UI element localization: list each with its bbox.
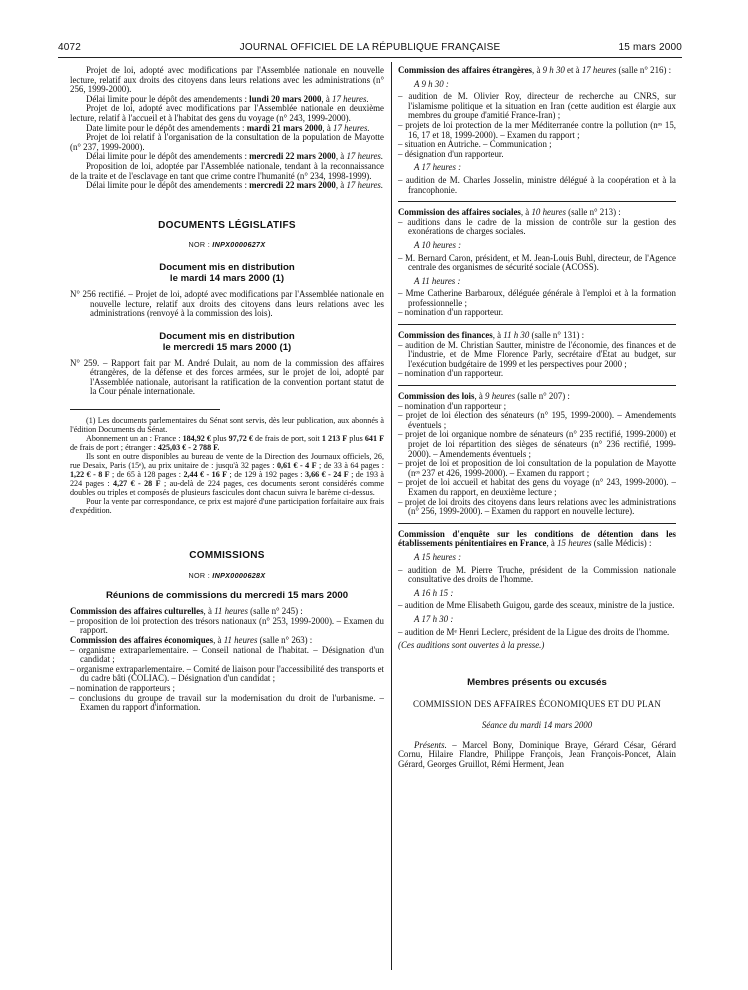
agenda-item: – nomination de rapporteurs ; bbox=[70, 683, 175, 693]
agenda-item: – Mme Catherine Barbaroux, déléguée générale à l'emploi et à la formation professionnelle ; bbox=[398, 288, 676, 308]
commission-heading: Commission des affaires sociales, à 10 heures (salle n° 213) : bbox=[398, 207, 621, 218]
right-column bbox=[398, 66, 676, 770]
footnote-prices: Ils sont en outre disponibles au bureau de vente de la Direction des Journaux officiels, 26, rue Desaix, Paris (15ᵉ), au prix unitaire de : jusqu'à 32 pages : 0,61 € - 4 F ; de 33 à 64 pages : 1,22 € - 8 F ; de 65 à 128 pages : 2,44 € - 16 F ; de 129 à 192 pages : 3,66 € - 24 F ; de 193 à 224 pages : 4,27 € - 28 F ; au-delà de 224 pages, ces documents seront considérés comme doubles ou triples et composés de plusieurs fascicules dont chacun suivra le barème ci-dessus. bbox=[70, 452, 385, 498]
documents-section-title: DOCUMENTS LÉGISLATIFS bbox=[158, 219, 296, 231]
commission-heading: Commission des affaires étrangères, à 9 h 30 et à 17 heures (salle n° 216) : bbox=[398, 65, 672, 75]
commission-lois bbox=[398, 392, 676, 517]
commission-enquete bbox=[398, 530, 676, 651]
amendment-deadline: Délai limite pour le dépôt des amendements : lundi 20 mars 2000, à 17 heures. bbox=[86, 93, 369, 104]
footnote-rule bbox=[70, 409, 220, 410]
bill-text: Projet de loi relatif à l'organisation de la consultation de la population de Mayotte (n° 237, 1999-2000). bbox=[70, 132, 384, 152]
time-slot: A 16 h 15 : bbox=[414, 587, 454, 598]
section-separator bbox=[398, 385, 676, 386]
section-separator bbox=[398, 324, 676, 325]
distribution-title-2: Document mis en distribution le mercredi 15 mars 2000 (1) bbox=[159, 330, 295, 353]
agenda-item: – audition de Mᵉ Henri Leclerc, président de la Ligue des droits de l'homme. bbox=[398, 626, 670, 637]
seance-date: Séance du mardi 14 mars 2000 bbox=[481, 720, 593, 731]
commission-affaires-etrangeres bbox=[398, 66, 676, 195]
presents-list: Présents. – Marcel Bony, Dominique Braye, Gérard César, Gérard Cornu, Hilaire Flandre, Philippe François, Jean François-Poncet, Alain Gérard, Georges Gruillot, Rémi Herment, Jean bbox=[398, 739, 676, 770]
agenda-item: – organisme extraparlementaire. – Comité de liaison pour l'accessibilité des transports et du cadre bâti (COLIAC). – Désignation d'un candidat ; bbox=[70, 663, 384, 684]
commission-heading: Commission des affaires culturelles, à 11 heures (salle n° 245) : bbox=[70, 606, 303, 617]
time-slot: A 17 heures : bbox=[414, 162, 462, 173]
commissions-nor: NOR : INPX0000628X bbox=[188, 570, 266, 580]
agenda-item: – projet de loi et proposition de loi consultation de la population de Mayotte (nᵒˢ 237 et 426, 1999-2000). – Examen du rapport ; bbox=[398, 458, 676, 478]
agenda-item: – organisme extraparlementaire. – Conseil national de l'habitat. – Désignation d'un candidat ; bbox=[70, 644, 384, 665]
page-header bbox=[58, 42, 682, 56]
agenda-item: – audition de M. Christian Sautter, ministre de l'économie, des finances et de l'industrie, et de Mme Florence Parly, secrétaire d'Etat au budget, sur l'exécution budgétaire de 1999 et les perspectives pour 2000 ; bbox=[398, 339, 676, 369]
agenda-item: – conclusions du groupe de travail sur la modernisation du droit de l'urbanisme. – Examen du rapport d'information. bbox=[70, 692, 384, 713]
document-entry-259: N° 259. – Rapport fait par M. André Dulait, au nom de la commission des affaires étrangères, de la défense et des forces armées, sur le projet de loi, adopté par l'Assemblée nationale, autorisant la ratification de la convention portant statut de la Cour pénale internationale. bbox=[70, 357, 384, 397]
footnotes bbox=[70, 416, 384, 515]
agenda-item: – nomination d'un rapporteur ; bbox=[398, 400, 507, 411]
commission-eco-plan-title: COMMISSION DES AFFAIRES ÉCONOMIQUES ET DU PLAN bbox=[412, 698, 662, 709]
left-column bbox=[70, 66, 384, 713]
distribution-title-1: Document mis en distribution le mardi 14 mars 2000 (1) bbox=[159, 261, 295, 284]
time-slot: A 15 heures : bbox=[414, 551, 462, 562]
agenda-item: – désignation d'un rapporteur. bbox=[398, 148, 504, 159]
agenda-item: – projet de loi élection des sénateurs (n° 195, 1999-2000). – Amendements éventuels ; bbox=[398, 410, 676, 430]
agenda-item: – projet de loi organique nombre de sénateurs (n° 235 rectifié, 1999-2000) et projet de loi répartition des sièges de sénateurs (n° 236 rectifié, 1999-2000). – Amendements éventuels ; bbox=[398, 429, 676, 459]
section-separator bbox=[398, 523, 676, 524]
commission-heading: Commission des lois, à 9 heures (salle n° 207) : bbox=[398, 391, 570, 402]
time-slot: A 10 heures : bbox=[414, 239, 462, 250]
amendment-deadline: Délai limite pour le dépôt des amendements : mercredi 22 mars 2000, à 17 heures. bbox=[86, 151, 384, 162]
agenda-item: – projet de loi accueil et habitat des gens du voyage (n° 243, 1999-2000). – Examen du rapport, en deuxième lecture ; bbox=[398, 477, 676, 497]
commission-affaires-economiques bbox=[70, 636, 384, 713]
commission-affaires-sociales bbox=[398, 208, 676, 318]
commission-heading: Commission des affaires économiques, à 11 heures (salle n° 263) : bbox=[70, 635, 313, 646]
agenda-item: – projet de loi droits des citoyens dans leurs relations avec les administrations (n° 256, 1999-2000). – Examen du rapport en nouvelle lecture). bbox=[398, 496, 676, 517]
amendment-deadline: Date limite pour le dépôt des amendements : mardi 21 mars 2000, à 17 heures. bbox=[86, 122, 370, 133]
issue-date: 15 mars 2000 bbox=[618, 42, 682, 53]
commissions-section-title: COMMISSIONS bbox=[189, 550, 265, 562]
agenda-item: – nomination d'un rapporteur. bbox=[398, 368, 504, 379]
agenda-item: – situation en Autriche. – Communication ; bbox=[398, 139, 552, 150]
footnote-subscription: Abonnement un an : France : 184,92 € plus 97,72 € de frais de port, soit 1 213 F plus 641 F de frais de port ; étranger : 425,03 € - 2 788 F. bbox=[70, 434, 385, 453]
membres-title: Membres présents ou excusés bbox=[467, 676, 607, 688]
section-separator bbox=[398, 201, 676, 202]
agenda-item: – auditions dans le cadre de la mission de contrôle sur la gestion des exonérations de charges sociales. bbox=[398, 216, 676, 237]
agenda-item: – audition de M. Olivier Roy, directeur de recherche au CNRS, sur l'islamisme politique et la situation en Iran (cette audition est élargie aux membres du groupe d'amitié France-Iran) ; bbox=[398, 91, 676, 121]
footnote: Pour la vente par correspondance, ce prix est majoré d'une participation forfaitaire aux frais d'expédition. bbox=[70, 497, 384, 516]
footnote: (1) Les documents parlementaires du Sénat sont servis, dès leur publication, aux abonnés à l'édition Documents du Sénat. bbox=[70, 416, 384, 435]
agenda-item: – audition de Mme Elisabeth Guigou, garde des sceaux, ministre de la justice. bbox=[398, 600, 675, 611]
commission-heading: Commission d'enquête sur les conditions de détention dans les établissements pénitentiaires en France, à 15 heures (salle Médicis) : bbox=[398, 528, 676, 549]
commission-heading: Commission des finances, à 11 h 30 (salle n° 131) : bbox=[398, 330, 585, 341]
document-entry-256: N° 256 rectifié. – Projet de loi, adopté avec modifications par l'Assemblée nationale en nouvelle lecture, relatif aux droits des citoyens dans leurs relations avec les administrations (renvoyé à la commission des lois). bbox=[70, 288, 384, 319]
page-number: 4072 bbox=[58, 42, 82, 53]
bill-text: Proposition de loi, adoptée par l'Assemblée nationale, tendant à la reconnaissance de la traite et de l'esclavage en tant que crime contre l'humanité (n° 234, 1998-1999). bbox=[70, 160, 384, 181]
bill-text: Projet de loi, adopté avec modifications par l'Assemblée nationale en deuxième lecture, relatif à l'accueil et à l'habitat des gens du voyage (n° 243, 1999-2000). bbox=[70, 103, 384, 123]
agenda-item: – nomination d'un rapporteur. bbox=[398, 307, 504, 318]
time-slot: A 17 h 30 : bbox=[414, 613, 454, 624]
header-rule bbox=[58, 57, 682, 58]
time-slot: A 9 h 30 : bbox=[414, 78, 449, 89]
amendment-deadline: Délai limite pour le dépôt des amendements : mercredi 22 mars 2000, à 17 heures. bbox=[86, 180, 384, 191]
column-divider bbox=[391, 62, 392, 970]
press-note: (Ces auditions sont ouvertes à la presse.) bbox=[398, 640, 545, 651]
commission-affaires-culturelles bbox=[70, 607, 384, 636]
agenda-item: – proposition de loi protection des trésors nationaux (n° 253, 1999-2000). – Examen du rapport. bbox=[70, 615, 384, 636]
bill-text: Projet de loi, adopté avec modifications par l'Assemblée nationale en nouvelle lecture, relatif aux droits des citoyens dans leurs relations avec les administrations (n° 256, 1999-2000). bbox=[70, 65, 384, 95]
agenda-item: – projets de loi protection de la mer Méditerranée contre la pollution (nᵒˢ 15, 16, 17 et 18, 1999-2000). – Examen du rapport ; bbox=[398, 119, 676, 140]
amendment-deadlines bbox=[70, 66, 384, 191]
agenda-item: – M. Bernard Caron, président, et M. Jean-Louis Buhl, directeur, de l'Agence centrale des organismes de sécurité sociale (ACOSS). bbox=[398, 252, 676, 273]
agenda-item: – audition de M. Charles Josselin, ministre délégué à la coopération et à la francophonie. bbox=[398, 174, 676, 195]
documents-nor: NOR : INPX0000627X bbox=[188, 240, 266, 250]
time-slot: A 11 heures : bbox=[414, 275, 461, 286]
reunions-title: Réunions de commissions du mercredi 15 mars 2000 bbox=[105, 590, 349, 602]
journal-title: JOURNAL OFFICIEL DE LA RÉPUBLIQUE FRANÇAISE bbox=[239, 42, 501, 53]
agenda-item: – audition de M. Pierre Truche, président de la Commission nationale consultative des droits de l'homme. bbox=[398, 564, 676, 585]
commission-finances bbox=[398, 331, 676, 379]
